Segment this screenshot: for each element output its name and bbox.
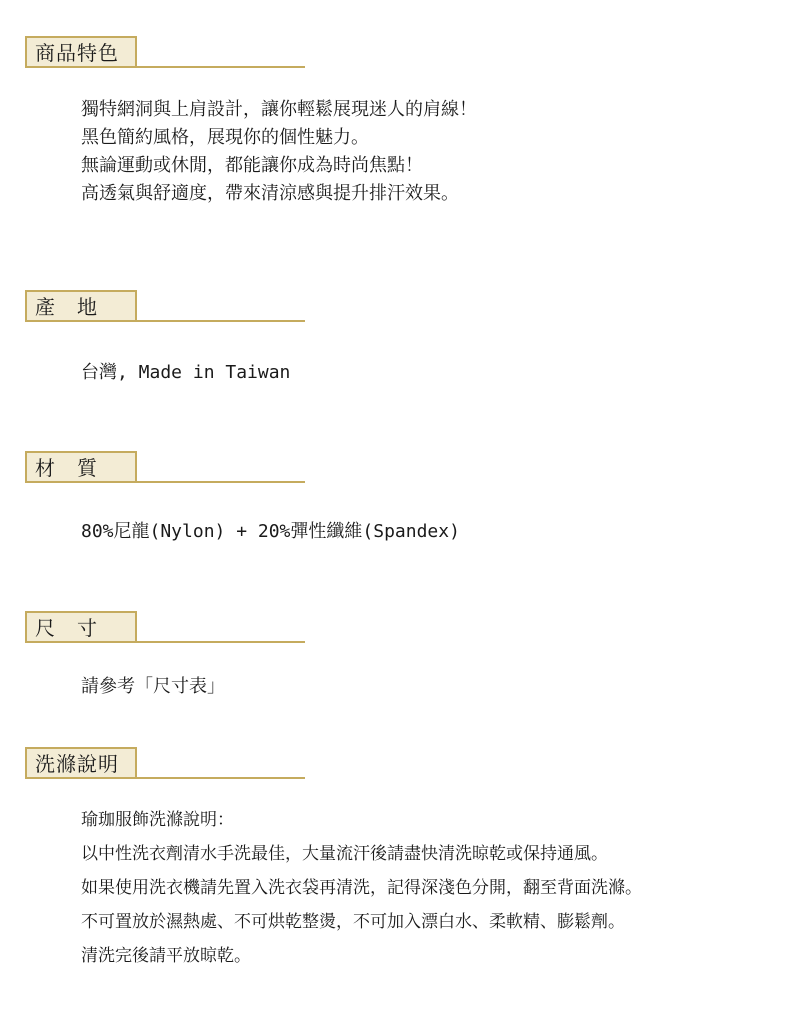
origin-heading <box>25 290 305 324</box>
size-heading <box>25 611 305 645</box>
features-heading <box>25 36 305 70</box>
care-line: 瑜珈服飾洗滌說明： <box>81 810 234 830</box>
care-line: 以中性洗衣劑清水手洗最佳，大量流汗後請盡快清洗晾乾或保持通風。 <box>81 844 608 864</box>
feature-line: 無論運動或休閒，都能讓你成為時尚焦點！ <box>81 155 423 176</box>
material-value: 80%尼龍(Nylon) + 20%彈性纖維(Spandex) <box>81 521 460 542</box>
feature-line: 高透氣與舒適度，帶來清涼感與提升排汗效果。 <box>81 183 459 204</box>
care-line: 如果使用洗衣機請先置入洗衣袋再清洗，記得深淺色分開，翻至背面洗滌。 <box>81 878 642 898</box>
care-divider <box>25 777 305 779</box>
material-title: 材 質 <box>25 451 137 481</box>
size-title: 尺 寸 <box>25 611 137 641</box>
origin-divider <box>25 320 305 322</box>
care-line: 清洗完後請平放晾乾。 <box>81 946 251 966</box>
size-divider <box>25 641 305 643</box>
size-value: 請參考「尺寸表」 <box>81 676 225 697</box>
care-title: 洗滌說明 <box>25 747 137 777</box>
care-line: 不可置放於濕熱處、不可烘乾整燙，不可加入漂白水、柔軟精、膨鬆劑。 <box>81 912 625 932</box>
material-divider <box>25 481 305 483</box>
material-heading <box>25 451 305 485</box>
origin-title: 產 地 <box>25 290 137 320</box>
features-list <box>81 96 477 208</box>
features-divider <box>25 66 305 68</box>
care-instructions <box>81 803 642 973</box>
care-heading <box>25 747 305 781</box>
feature-line: 獨特網洞與上肩設計，讓你輕鬆展現迷人的肩線！ <box>81 99 477 120</box>
origin-value: 台灣, Made in Taiwan <box>81 362 291 383</box>
features-title: 商品特色 <box>25 36 137 66</box>
feature-line: 黑色簡約風格，展現你的個性魅力。 <box>81 127 369 148</box>
